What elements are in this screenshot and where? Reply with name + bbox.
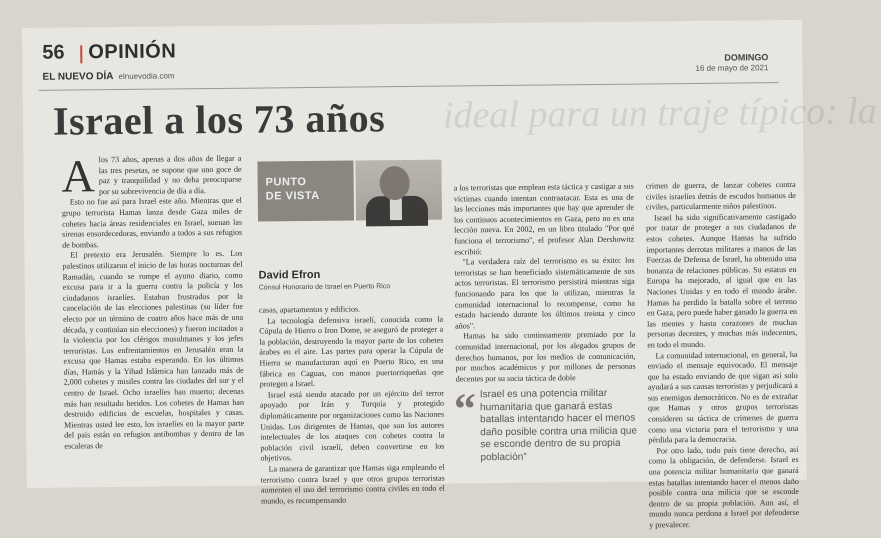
newspaper-page bbox=[22, 20, 877, 530]
drop-cap: A bbox=[61, 150, 96, 202]
article-paragraph: Israel ha sido significativamente castigado por tratar de proteger a sus ciudadanos de estos cohetes. Aunque Hamas ha sufrido importantes derrotas militares a manos de las Fuerzas de Defensa de Israel, ha obtenido una bonanza de relaciones públicas. Su estatus en Europa ha mejorado, al igual que en las Naciones Unidas y en todo el mundo árabe. Hamas ha perdido la batalla sobre el terreno en Gaza, pero puede haber ganado la guerra en las mentes y hasta corazones de muchas personas decentes, y muchas más indecentes, en todo el mundo. bbox=[646, 211, 798, 350]
author-role: Cónsul Honorario de Israel en Puerto Rico bbox=[258, 283, 391, 292]
show-through-text: ideal para un traje típico: la bbox=[442, 90, 877, 137]
pull-quote bbox=[453, 384, 638, 463]
article-paragraph: Esto no fue así para Israel este año. Mientras que el grupo terrorista Hamas lanza desde Gaza miles de cohetes hacia áreas residenciales en Israel, suenan las sirenas ensordecedoras, enviando a todos a sus refugios de bombas. bbox=[61, 196, 243, 250]
article-paragraph: Hamas ha sido continuamente premiado por la comunidad internacional, por los alegados grupos de derechos humanos, por los medios de comunicación, por muchos académicos y por millones de personas decentes por su sucia táctica de doble bbox=[455, 329, 636, 384]
author-photo bbox=[355, 160, 442, 221]
page-number: 56 bbox=[42, 41, 65, 64]
punto-de-vista-badge bbox=[257, 161, 354, 222]
issue-day: DOMINGO bbox=[724, 52, 769, 63]
article-paragraph: Israel está siendo atacado por un ejército del terror apoyado por Irán y Turquía y protegido diplomáticamente por organizaciones como las Naciones Unidas. Los dirigentes de Hamas, que son los autores intelectuales de los ataques con cohetes contra la población civil israelí, deben convertirse en los objetivos. bbox=[259, 388, 445, 463]
badge-line-2: DE VISTA bbox=[265, 189, 320, 203]
header-separator bbox=[80, 45, 82, 63]
article-paragraph: Alos 73 años, apenas a dos años de llegar a las tres pesetas, se supone que uno goce de paz y tranquilidad y no deba preocuparse por su sobrevivencia de día a día. bbox=[61, 150, 242, 202]
article-paragraph: El pretexto era Jerusalén. Siempre lo es. Los palestinos utilizaron el inicio de las horas nocturnas del Ramadán, cuando se rompe el ayuno diario, como excusa para ir a la guerra contra la policía y los ciudadanos israelíes. Estaban frustrados por la cancelación de las elecciones palestinas (su líder fue electo por un término de cuatro años hace más de una década, y continúan sin elecciones) y fueron incitados a la violencia por los clérigos musulmanes y los jefes terroristas. Los enfrentamientos en Jerusalén eran la excusa que Hamas estaba esperando. En los últimos días, Hamás y la Yihad Islámica han lanzado más de 2,000 cohetes y misiles contra las ciudades del sur y el centro de Israel. Ocho israelíes han muerto; decenas más han resultado heridos. Los cohetes de Hamas han destruido edificios de escuelas, hospitales y casas. Mientras usted lee esto, los israelíes en la mayor parte del país están en refugios antibombas y dentro de las escaleras de bbox=[62, 249, 245, 451]
pull-quote-text: Israel es una potencia militar humanitaria que ganará estas batallas intentando hacer el menos daño posible contra una milicia que se esconde dentro de su propia población” bbox=[479, 387, 638, 463]
author-name: David Efron bbox=[258, 268, 321, 282]
badge-line-1: PUNTO bbox=[265, 176, 307, 189]
newspaper-brand: EL NUEVO DÍA bbox=[42, 71, 114, 83]
article-paragraph: crimen de guerra, de lanzar cohetes contra civiles israelíes detrás de escudos humanos de civiles, particularmente niños palestinos. bbox=[645, 179, 796, 212]
section-title: OPINIÓN bbox=[88, 40, 177, 64]
article-column-1 bbox=[61, 150, 245, 452]
article-paragraph: La manera de garantizar que Hamas siga empleando el terrorismo contra Israel y que otros grupos terroristas aumenten el uso del terrorismo contra civiles en todo el mundo, es recompensando bbox=[260, 462, 445, 506]
article-paragraph: La tecnología defensiva israelí, conocida como la Cúpula de Hierro o Iron Dome, se aseguró de proteger a la población, destruyendo la mayor parte de los cohetes árabes en el aire. Las partes para operar la Cúpula de Hierro se manufacturan aquí en Puerto Rico, en una fábrica en Caguas, con manos puertorriqueñas que protegen a Israel. bbox=[259, 314, 444, 389]
article-paragraph: "La verdadera raíz del terrorismo es su éxito: los terroristas se han beneficiado sistemáticamente de sus actos terroristas. El terrorismo persistirá mientras siga funcionando para los que lo utilizan, mientras la comunidad internacional lo recompense, como ha estado haciendo durante los últimos treinta y cinco años". bbox=[454, 255, 636, 331]
article-column-3 bbox=[454, 182, 636, 385]
article-paragraph: La comunidad internacional, en general, ha enviado el mensaje equivocado. El mensaje que ha estado enviando de que sigan así solo ayudará a sus causas terroristas y perjudicará a sus enemigos democráticos. No es de extrañar que Hamas y otros grupos terroristas consideren su táctica de crímenes de guerra como una victoria para el terrorismo y una pérdida para la democracia. bbox=[647, 349, 799, 445]
article-paragraph: Por otro lado, todo país tiene derecho, así como la obligación, de defenderse. Israel es una potencia militar humanitaria que ganará estas batallas intentando hacer el menos daño posible contra una milicia que se esconde dentro de su propia población. Aun así, el mundo nunca perdona a Israel por defenderse y prevalecer. bbox=[648, 444, 800, 530]
article-headline: Israel a los 73 años bbox=[52, 95, 386, 144]
issue-date: 16 de mayo de 2021 bbox=[695, 63, 769, 73]
article-paragraph: casas, apartamentos y edificios. bbox=[258, 304, 361, 315]
newspaper-url: elnuevodia.com bbox=[118, 71, 175, 81]
article-column-2 bbox=[259, 304, 445, 507]
article-paragraph: a los terroristas que emplean esta táctica y castigar a sus víctimas cuando intentan contraatacar. Esta es una de las lecciones más importantes que hay que aprender de los continuos acontecimientos en Gaza, pero no es una lección nueva. En 2002, en un libro titulado "Por qué funciona el terrorismo", el profesor Alan Dershowitz escribió: bbox=[453, 181, 635, 257]
page-header bbox=[38, 34, 778, 88]
article-column-4 bbox=[646, 180, 800, 531]
quote-mark-icon: “ bbox=[453, 384, 477, 434]
